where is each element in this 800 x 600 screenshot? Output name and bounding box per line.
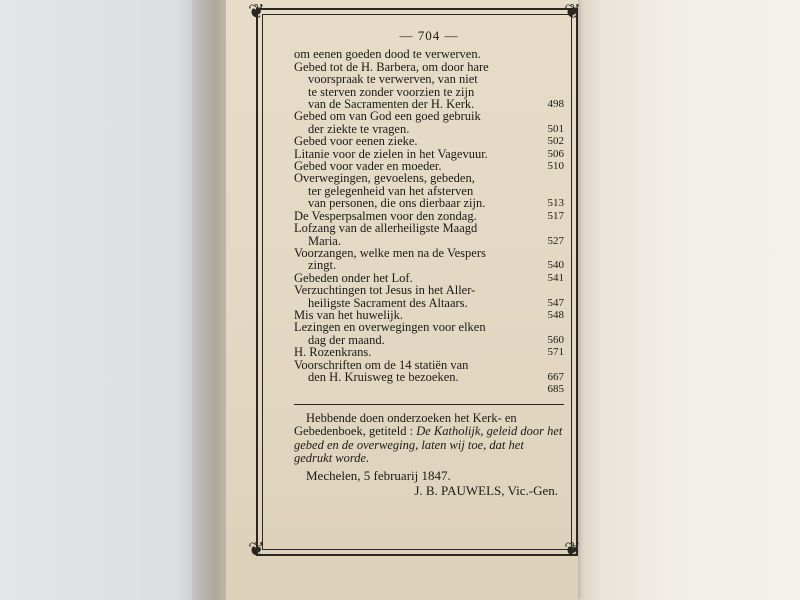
- corner-ornament-icon: ❦: [564, 539, 581, 561]
- corner-ornament-icon: ❦: [248, 539, 265, 561]
- table-of-contents: [294, 48, 564, 395]
- toc-entry-text: dag der maand.: [308, 332, 385, 347]
- toc-entry-text: Verzuchtingen tot Jesus in het Aller-: [294, 283, 476, 298]
- toc-entry-text: den H. Kruisweg te bezoeken.: [308, 369, 459, 384]
- toc-entry-text: Gebed tot de H. Barbera, om door hare: [294, 59, 489, 74]
- toc-page-number: 502: [547, 135, 564, 148]
- toc-line: [294, 259, 564, 271]
- toc-entry-text: De Vesperpsalmen voor den zondag.: [294, 208, 477, 223]
- toc-line: [294, 321, 564, 333]
- toc-page-number: 527: [547, 234, 564, 247]
- toc-line: [294, 135, 564, 147]
- toc-page-number: 501: [547, 122, 564, 135]
- toc-entry-text: Gebeden onder het Lof.: [294, 270, 413, 285]
- imprimatur-intro: Hebbende doen onderzoeken het Kerk- en Gebedenboek, getiteld :: [294, 410, 517, 439]
- toc-entry-text: ter gelegenheid van het afsterven: [308, 183, 474, 198]
- book-title: De Katholijk, geleid door het gebed en de overweging, laten wij toe, dat het gedrukt worde.: [294, 424, 563, 466]
- imprimatur-text: [294, 412, 564, 466]
- toc-line: [294, 73, 564, 85]
- toc-line: [294, 346, 564, 358]
- toc-page-number: 513: [547, 197, 564, 210]
- toc-entry-text: Lezingen en overwegingen voor elken: [294, 320, 486, 335]
- facing-page: [578, 0, 800, 600]
- corner-ornament-icon: ❦: [564, 1, 581, 23]
- toc-page-number: 506: [547, 147, 564, 160]
- place-date: Mechelen, 5 februarij 1847.: [306, 467, 451, 483]
- toc-page-number: 498: [547, 98, 564, 111]
- divider: [294, 404, 564, 405]
- toc-line: [294, 284, 564, 296]
- toc-page-number: 547: [547, 296, 564, 309]
- toc-entry-text: Lofzang van de allerheiligste Maagd: [294, 221, 478, 236]
- page-number: — 704 —: [399, 28, 459, 43]
- toc-entry-text: Gebed voor eenen zieke.: [294, 134, 418, 149]
- toc-entry-text: Gebed voor vader en moeder.: [294, 159, 442, 174]
- toc-line: [294, 172, 564, 184]
- toc-entry-text: te sterven zonder voorzien te zijn: [308, 84, 475, 99]
- page-content: [294, 30, 564, 498]
- toc-page-number: 685: [547, 383, 564, 396]
- toc-line: [294, 48, 564, 60]
- toc-entry-text: van de Sacramenten der H. Kerk.: [308, 97, 475, 112]
- toc-page-number: 540: [547, 259, 564, 272]
- toc-entry-text: heiligste Sacrament des Altaars.: [308, 295, 468, 310]
- toc-entry-text: Mis van het huwelijk.: [294, 307, 404, 322]
- toc-entry-text: Litanie voor de zielen in het Vagevuur.: [294, 146, 488, 161]
- toc-line: [294, 110, 564, 122]
- toc-page-number: 571: [547, 346, 564, 359]
- toc-entry-text: Voorschriften om de 14 statiën van: [294, 357, 469, 372]
- toc-entry-text: Voorzangen, welke men na de Vespers: [294, 245, 486, 260]
- toc-entry-text: voorspraak te verwerven, van niet: [308, 72, 478, 87]
- toc-entry-text: om eenen goeden dood te verwerven.: [294, 47, 481, 62]
- corner-ornament-icon: ❦: [248, 1, 265, 23]
- toc-line: [294, 371, 564, 383]
- toc-page-number: 510: [547, 160, 564, 173]
- toc-page-number: 541: [547, 271, 564, 284]
- toc-line: [294, 197, 564, 209]
- toc-page-number: 667: [547, 370, 564, 383]
- toc-entry-text: van personen, die ons dierbaar zijn.: [308, 196, 486, 211]
- signature: J. B. PAUWELS, Vic.-Gen.: [414, 483, 558, 499]
- toc-entry-text: Gebed om van God een goed gebruik: [294, 109, 481, 124]
- toc-entry-text: zingt.: [308, 258, 337, 273]
- toc-entry-text: Overwegingen, gevoelens, gebeden,: [294, 171, 475, 186]
- toc-line: [294, 383, 564, 395]
- toc-page-number: 560: [547, 333, 564, 346]
- toc-page-number: 548: [547, 308, 564, 321]
- toc-line: [294, 222, 564, 234]
- toc-page-number: 517: [547, 209, 564, 222]
- toc-entry-text: H. Rozenkrans.: [294, 345, 372, 360]
- toc-entry-text: der ziekte te vragen.: [308, 121, 410, 136]
- toc-entry-text: Maria.: [308, 233, 341, 248]
